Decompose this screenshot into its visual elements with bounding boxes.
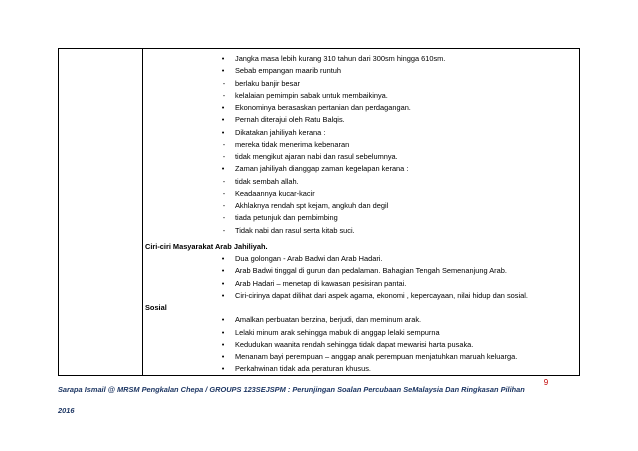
footer-text: Sarapa Ismail @ MRSM Pengkalan Chepa / GROUPS 123SEJSPM : Perunjingan Soalan Percubaan SeMalaysia Dan Ringkasan Pilihan xyxy=(58,385,525,394)
list-item xyxy=(143,114,579,126)
list-item-text: Amalkan perbuatan berzina, berjudi, dan meminum arak. xyxy=(235,315,422,325)
list-item xyxy=(143,339,579,351)
list-item xyxy=(143,176,579,188)
sosial-heading: Sosial xyxy=(145,303,167,312)
list-item xyxy=(143,139,579,151)
list-item-text: Keadaannya kucar-kacir xyxy=(235,188,315,198)
list-item xyxy=(143,151,579,163)
list-item xyxy=(143,278,579,290)
table-left-column xyxy=(59,49,143,375)
list-item xyxy=(143,102,579,114)
list-item-text: Sebab empangan maarib runtuh xyxy=(235,66,342,76)
list-item xyxy=(143,163,579,175)
section-heading-row xyxy=(143,241,579,253)
list-item-text: Dikatakan jahiliyah kerana : xyxy=(235,127,326,137)
section-heading: Ciri-ciri Masyarakat Arab Jahiliyah. xyxy=(145,241,268,251)
content-table xyxy=(58,48,580,376)
list-item-text: Pernah diterajui oleh Ratu Balqis. xyxy=(235,115,345,125)
footer-year: 2016 xyxy=(58,406,75,415)
bullet-icon: • xyxy=(221,315,225,325)
bullet-icon: • xyxy=(221,66,225,76)
list-item xyxy=(143,225,579,237)
table-right-column xyxy=(143,49,579,375)
list-item-text: Menanam bayi perempuan – anggap anak perempuan menjatuhkan maruah keluarga. xyxy=(235,352,518,361)
bullet-icon: • xyxy=(221,103,225,112)
list-item-text: berlaku banjir besar xyxy=(235,78,300,88)
bullet-icon: • xyxy=(221,290,225,300)
list-item xyxy=(143,253,579,265)
dash-marker: - xyxy=(222,176,226,186)
list-item xyxy=(143,290,579,302)
page-footer xyxy=(58,382,528,418)
list-item xyxy=(143,78,579,90)
list-item xyxy=(143,200,579,212)
dash-marker: - xyxy=(222,201,226,210)
list-item-text: Lelaki minum arak sehingga mabuk di anggap lelaki sempurna xyxy=(235,327,440,337)
bullet-icon: • xyxy=(221,164,225,174)
list-item-text: Zaman jahiliyah dianggap zaman kegelapan kerana : xyxy=(235,164,409,174)
list-item xyxy=(143,327,579,339)
sosial-heading-row xyxy=(143,302,579,314)
dash-marker: - xyxy=(222,152,226,161)
list-item-text: Perkahwinan tidak ada peraturan khusus. xyxy=(235,364,371,374)
list-item-text: Ciri-cirinya dapat dilihat dari aspek agama, ekonomi , kepercayaan, nilai hidup dan sosial. xyxy=(235,290,528,300)
list-item-text: mereka tidak menerima kebenaran xyxy=(235,139,350,149)
bullet-icon: • xyxy=(221,127,225,137)
list-item-text: Tidak nabi dan rasul serta kitab suci. xyxy=(235,225,355,235)
bullet-icon: • xyxy=(221,54,225,63)
list-item xyxy=(143,351,579,363)
list-item-text: Arab Badwi tinggal di gurun dan pedalaman. Bahagian Tengah Semenanjung Arab. xyxy=(235,266,507,276)
bullet-icon: • xyxy=(221,266,225,276)
list-item xyxy=(143,212,579,224)
dash-marker: - xyxy=(222,90,226,100)
list-item-text: tidak mengikut ajaran nabi dan rasul sebelumnya. xyxy=(235,152,398,161)
bullet-icon: • xyxy=(221,115,225,125)
bullet-icon: • xyxy=(221,339,225,349)
notes-content xyxy=(143,53,579,375)
bullet-icon: • xyxy=(221,352,225,361)
list-item-text: tiada petunjuk dan pembimbing xyxy=(235,213,338,223)
list-item xyxy=(143,363,579,375)
list-item-text: Akhlaknya rendah spt kejam, angkuh dan degil xyxy=(235,201,389,210)
bullet-icon: • xyxy=(221,327,225,337)
list-item xyxy=(143,265,579,277)
list-item xyxy=(143,127,579,139)
dash-marker: - xyxy=(222,188,226,198)
dash-marker: - xyxy=(222,139,226,149)
list-item xyxy=(143,314,579,326)
dash-marker: - xyxy=(222,225,226,235)
list-item-text: Ekonominya berasaskan pertanian dan perdagangan. xyxy=(235,103,411,112)
bullet-icon: • xyxy=(221,278,225,288)
list-item xyxy=(143,65,579,77)
list-item xyxy=(143,90,579,102)
list-item xyxy=(143,53,579,65)
bullet-icon: • xyxy=(221,364,225,374)
page-number: 9 xyxy=(543,378,549,387)
list-item-text: Dua golongan - Arab Badwi dan Arab Hadari. xyxy=(235,254,383,263)
dash-marker: - xyxy=(222,213,226,223)
list-item-text: Arab Hadari – menetap di kawasan pesisiran pantai. xyxy=(235,278,407,288)
dash-marker: - xyxy=(222,78,226,88)
list-item-text: tidak sembah allah. xyxy=(235,176,299,186)
list-item-text: Kedudukan waanita rendah sehingga tidak dapat mewarisi harta pusaka. xyxy=(235,339,474,349)
bullet-icon: • xyxy=(221,254,225,263)
list-item xyxy=(143,188,579,200)
list-item-text: Jangka masa lebih kurang 310 tahun dari 300sm hingga 610sm. xyxy=(235,54,446,63)
list-item-text: kelalaian pemimpin sabak untuk membaikinya. xyxy=(235,90,388,100)
